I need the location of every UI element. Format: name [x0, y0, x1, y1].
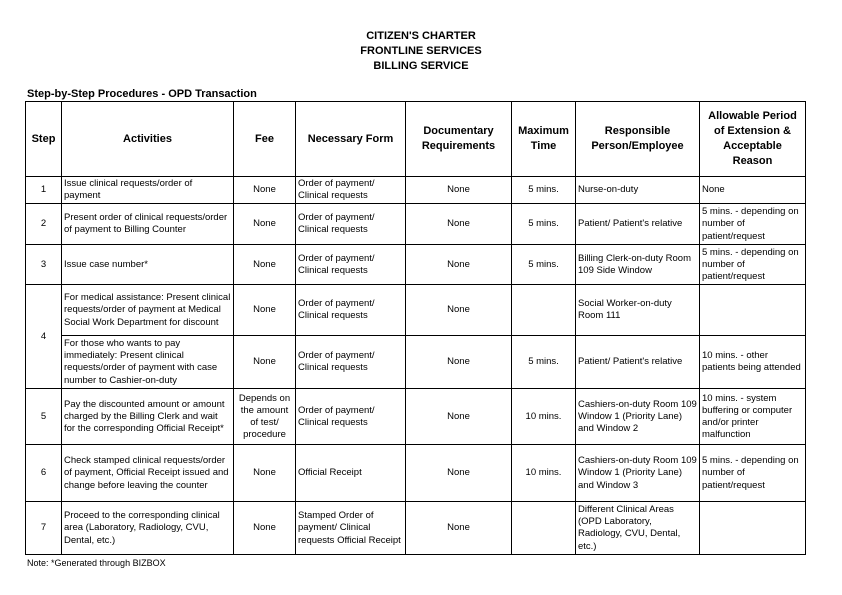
- person-cell: Cashiers-on-duty Room 109 Window 1 (Priority Lane) and Window 3: [576, 445, 700, 502]
- fee-cell: None: [234, 245, 296, 285]
- activities-cell: Pay the discounted amount or amount charged by the Billing Clerk and wait for the corresponding Official Receipt*: [62, 389, 234, 445]
- table-row: [26, 336, 806, 389]
- procedure-table: [25, 101, 806, 555]
- extension-cell: 5 mins. - depending on number of patient/request: [700, 204, 806, 245]
- procedure-subtitle: Step-by-Step Procedures - OPD Transaction: [27, 88, 257, 100]
- table-row: [26, 177, 806, 204]
- extension-cell: 5 mins. - depending on number of patient/request: [700, 245, 806, 285]
- col-activities: Activities: [62, 102, 234, 177]
- col-responsible-person: Responsible Person/Employee: [576, 102, 700, 177]
- col-maximum-time: Maximum Time: [512, 102, 576, 177]
- form-cell: Order of payment/ Clinical requests: [296, 204, 406, 245]
- docs-cell: None: [406, 445, 512, 502]
- table-row: [26, 502, 806, 555]
- person-cell: Social Worker-on-duty Room 111: [576, 285, 700, 336]
- step-cell: 6: [26, 445, 62, 502]
- step-cell: 1: [26, 177, 62, 204]
- docs-cell: None: [406, 177, 512, 204]
- step-cell: 5: [26, 389, 62, 445]
- activities-cell: For medical assistance: Present clinical requests/order of payment at Medical Social Work Department for discount: [62, 285, 234, 336]
- activities-cell: Check stamped clinical requests/order of payment, Official Receipt issued and change before leaving the counter: [62, 445, 234, 502]
- extension-cell: 5 mins. - depending on number of patient/request: [700, 445, 806, 502]
- extension-cell: [700, 285, 806, 336]
- docs-cell: None: [406, 502, 512, 555]
- time-cell: [512, 502, 576, 555]
- form-cell: Stamped Order of payment/ Clinical requests Official Receipt: [296, 502, 406, 555]
- form-cell: Official Receipt: [296, 445, 406, 502]
- header-row: [26, 102, 806, 177]
- table-row: [26, 389, 806, 445]
- person-cell: Billing Clerk-on-duty Room 109 Side Window: [576, 245, 700, 285]
- fee-cell: None: [234, 177, 296, 204]
- extension-cell: None: [700, 177, 806, 204]
- extension-cell: 10 mins. - system buffering or computer and/or printer malfunction: [700, 389, 806, 445]
- extension-cell: 10 mins. - other patients being attended: [700, 336, 806, 389]
- form-cell: Order of payment/ Clinical requests: [296, 389, 406, 445]
- docs-cell: None: [406, 204, 512, 245]
- time-cell: [512, 285, 576, 336]
- table-row: [26, 285, 806, 336]
- fee-cell: None: [234, 204, 296, 245]
- activities-cell: Issue case number*: [62, 245, 234, 285]
- fee-cell: None: [234, 502, 296, 555]
- extension-cell: [700, 502, 806, 555]
- person-cell: Nurse-on-duty: [576, 177, 700, 204]
- col-documentary-requirements: Documentary Requirements: [406, 102, 512, 177]
- col-allowable-period: Allowable Period of Extension & Acceptable Reason: [700, 102, 806, 177]
- time-cell: 5 mins.: [512, 177, 576, 204]
- docs-cell: None: [406, 389, 512, 445]
- services-title: FRONTLINE SERVICES: [360, 45, 482, 57]
- docs-cell: None: [406, 336, 512, 389]
- activities-cell: Present order of clinical requests/order of payment to Billing Counter: [62, 204, 234, 245]
- person-cell: Patient/ Patient's relative: [576, 336, 700, 389]
- docs-cell: None: [406, 285, 512, 336]
- form-cell: Order of payment/ Clinical requests: [296, 285, 406, 336]
- table-row: [26, 245, 806, 285]
- step-cell: 2: [26, 204, 62, 245]
- step-cell: 4: [26, 285, 62, 389]
- activities-cell: Issue clinical requests/order of payment: [62, 177, 234, 204]
- fee-cell: None: [234, 336, 296, 389]
- person-cell: Different Clinical Areas (OPD Laboratory, Radiology, CVU, Dental, etc.): [576, 502, 700, 555]
- fee-cell: Depends on the amount of test/ procedure: [234, 389, 296, 445]
- time-cell: 10 mins.: [512, 445, 576, 502]
- time-cell: 10 mins.: [512, 389, 576, 445]
- col-fee: Fee: [234, 102, 296, 177]
- time-cell: 5 mins.: [512, 204, 576, 245]
- col-necessary-form: Necessary Form: [296, 102, 406, 177]
- time-cell: 5 mins.: [512, 336, 576, 389]
- footnote: Note: *Generated through BIZBOX: [27, 558, 166, 568]
- charter-title: CITIZEN'S CHARTER: [366, 30, 476, 42]
- docs-cell: None: [406, 245, 512, 285]
- activities-cell: For those who wants to pay immediately: Present clinical requests/order of payment with case number to Cashier-on-duty: [62, 336, 234, 389]
- fee-cell: None: [234, 285, 296, 336]
- time-cell: 5 mins.: [512, 245, 576, 285]
- col-step: Step: [26, 102, 62, 177]
- table-row: [26, 445, 806, 502]
- fee-cell: None: [234, 445, 296, 502]
- form-cell: Order of payment/ Clinical requests: [296, 177, 406, 204]
- step-cell: 7: [26, 502, 62, 555]
- activities-cell: Proceed to the corresponding clinical area (Laboratory, Radiology, CVU, Dental, etc.): [62, 502, 234, 555]
- billing-title: BILLING SERVICE: [373, 60, 469, 72]
- person-cell: Patient/ Patient's relative: [576, 204, 700, 245]
- person-cell: Cashiers-on-duty Room 109 Window 1 (Priority Lane) and Window 2: [576, 389, 700, 445]
- table-row: [26, 204, 806, 245]
- form-cell: Order of payment/ Clinical requests: [296, 336, 406, 389]
- form-cell: Order of payment/ Clinical requests: [296, 245, 406, 285]
- step-cell: 3: [26, 245, 62, 285]
